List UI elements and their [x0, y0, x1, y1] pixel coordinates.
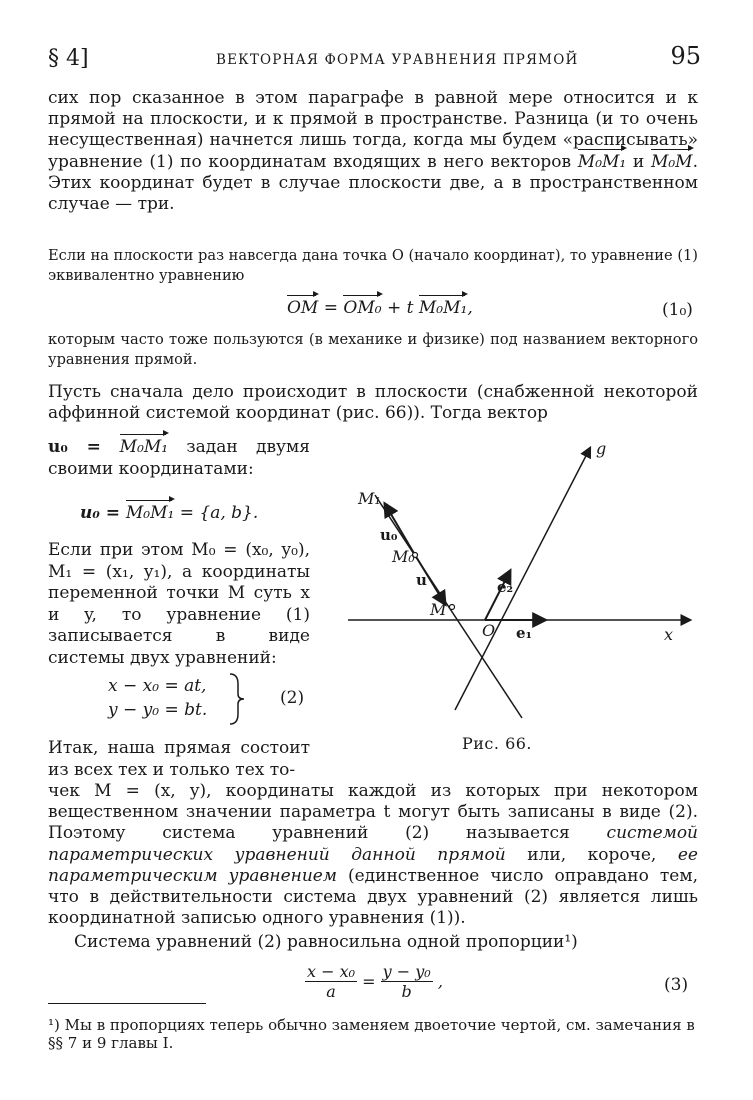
point-m: [450, 605, 455, 610]
running-title: ВЕКТОРНАЯ ФОРМА УРАВНЕНИЯ ПРЯМОЙ: [216, 52, 579, 68]
label-u0: u₀: [380, 526, 398, 544]
equals-sign: =: [362, 972, 376, 991]
label-e2: e₂: [497, 578, 514, 596]
vector-m0m1: M₀M₁: [119, 437, 169, 457]
comma: ,: [437, 972, 443, 991]
label-e1: e₁: [516, 624, 533, 642]
paragraph-6: Система уравнений (2) равносильна одной пропорции¹): [74, 932, 578, 952]
vector-om0: OM₀: [343, 298, 382, 318]
fraction-denominator: b: [401, 982, 412, 1001]
equation-system-2: [108, 674, 207, 722]
comma: ,: [467, 298, 473, 318]
system-brace: [226, 672, 246, 726]
section-number: § 4]: [48, 46, 89, 71]
footnote-rule: [48, 1003, 206, 1004]
equation-number-3: (3): [664, 975, 689, 995]
text-run: или, короче,: [505, 844, 678, 865]
figure-drawing: [340, 440, 710, 730]
paragraph-2: Если на плоскости раз навсегда дана точка O (начало координат), то уравнение (1) эквивалентно уравнению: [48, 247, 698, 284]
fraction-denominator: a: [326, 982, 336, 1001]
fraction-numerator: x − x₀: [307, 962, 356, 981]
column-text-3: Итак, наша прямая состоит из всех тех и только тех то-: [48, 738, 310, 780]
vector-u0-label: u₀ =: [80, 503, 126, 523]
vector-m0m1: M₀M₁: [125, 503, 175, 523]
page-number: 95: [670, 42, 701, 70]
running-header: [48, 40, 701, 76]
column-text-2: Если при этом M₀ = (x₀, y₀), M₁ = (x₁, y₁), а координаты переменной точки M суть x и y, то уравнение (1) записывается в виде системы двух уравнений:: [48, 540, 310, 668]
vector-m0m1: M₀M₁: [577, 151, 627, 172]
italic-term: системой параметрических уравнений данной прямой: [48, 823, 698, 865]
system-line-2: y − y₀ = bt.: [108, 700, 208, 720]
coordinates: = {a, b}.: [174, 503, 259, 523]
paragraph-4: Пусть сначала дело происходит в плоскости (снабженной некоторой аффинной системой координат (рис. 66)). Тогда вектор: [48, 382, 698, 424]
label-u: u: [416, 571, 427, 589]
equation-number-2: (2): [280, 688, 305, 708]
label-x: x: [664, 625, 674, 644]
paragraph-1: [48, 88, 698, 215]
paragraph-5: [48, 781, 698, 929]
vector-m0m1: M₀M₁: [418, 298, 468, 318]
figure-caption: Рис. 66.: [462, 734, 533, 753]
equation-1-0: [287, 298, 473, 318]
text-run: (единственное число оправдано тем, что в действительности система двух уравнений (2) является лишь координатной записью одного уравнения (1)).: [48, 865, 698, 929]
footnote: ¹) Мы в пропорциях теперь обычно заменяем двоеточие чертой, см. замечания в §§ 7 и 9 главы I.: [48, 1016, 695, 1052]
label-origin: O: [482, 621, 496, 640]
label-m1: M₁: [358, 489, 381, 508]
text-run: и: [626, 151, 651, 172]
equation-number-1-0: (1₀): [662, 300, 693, 320]
plus-t: + t: [381, 298, 419, 318]
italic-term: ее параметрическим уравнением: [48, 844, 698, 886]
text-run: задан двумя своими координатами:: [48, 437, 311, 479]
vector-om: OM: [287, 298, 319, 318]
label-m: M: [430, 600, 447, 619]
vector-u0-label: u₀ =: [48, 437, 120, 457]
equation-u0: [80, 503, 258, 523]
vector-m0m: M₀M: [650, 151, 693, 172]
equals-sign: =: [318, 298, 344, 318]
fraction-numerator: y − y₀: [382, 962, 431, 981]
column-text-1: [48, 437, 310, 480]
equation-3: [305, 962, 443, 1001]
paragraph-3: которым часто тоже пользуются (в механике и физике) под названием векторного уравнения прямой.: [48, 331, 698, 368]
label-m0: M₀: [392, 547, 415, 566]
figure-66: [340, 440, 710, 730]
y-axis-g: [455, 448, 590, 710]
label-g: g: [596, 440, 607, 458]
text-run: . Этих координат будет в случае плоскости две, а в пространственном случае — три.: [48, 151, 698, 215]
text-run: чек M = (x, y), координаты каждой из которых при некотором вещественном значении параметра t могут быть записаны в виде (2). Поэтому система уравнений (2) называется: [48, 781, 698, 844]
text-run: сих пор сказанное в этом параграфе в равной мере относится и к прямой на плоскости, и к прямой в пространстве. Разница (и то очень несущественная) начнется лишь тогда, когда мы будем «расписывать» уравнение (1) по координатам входящих в него векторов: [48, 88, 698, 172]
system-line-1: x − x₀ = at,: [108, 676, 207, 696]
